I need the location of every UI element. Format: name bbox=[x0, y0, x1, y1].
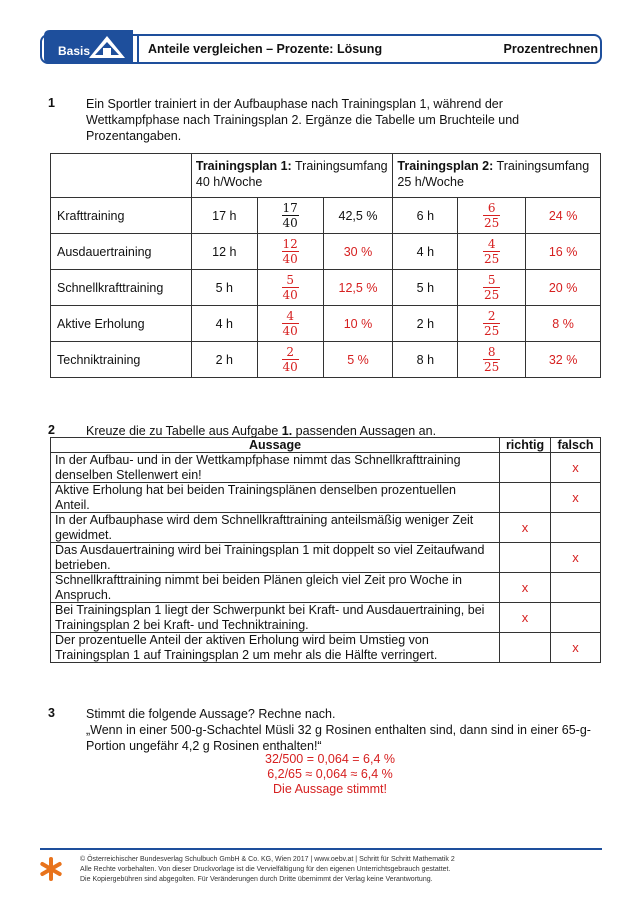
statement-row bbox=[51, 513, 601, 543]
row-label: Ausdauertraining bbox=[51, 234, 192, 270]
statement-line: In der Aufbau- und in der Wettkampfphase nimmt das Schnellkrafttraining bbox=[55, 453, 461, 467]
statement-text bbox=[51, 483, 500, 513]
task-2-text-post: passenden Aussagen an. bbox=[292, 424, 437, 438]
footer-line: Die Kopiergebühren sind abgegolten. Für Veränderungen durch Dritte übernimmt der Verlag keine Verantwortung. bbox=[80, 876, 433, 883]
statement-line: Bei Trainingsplan 1 liegt der Schwerpunkt bei Kraft- und Ausdauertraining, bei bbox=[55, 603, 485, 617]
statement-line: Anteil. bbox=[55, 497, 90, 512]
statement-text bbox=[51, 573, 500, 603]
denominator: 40 bbox=[282, 216, 298, 230]
cross-mark: x bbox=[572, 550, 579, 565]
plan-1-percent: 10 % bbox=[323, 306, 393, 342]
row-label: Techniktraining bbox=[51, 342, 192, 378]
statement-line: Der prozentuelle Anteil der aktiven Erholung wird beim Umstieg von bbox=[55, 633, 429, 647]
cross-mark: x bbox=[521, 580, 529, 595]
numerator: 8 bbox=[487, 345, 496, 359]
plan-1-volume: 40 h/Woche bbox=[195, 175, 263, 189]
statement-text bbox=[51, 513, 500, 543]
plan-1-percent: 12,5 % bbox=[323, 270, 393, 306]
col-statement-header: Aussage bbox=[51, 438, 500, 453]
statement-text bbox=[51, 603, 500, 633]
statement-line: denselben Stellenwert ein! bbox=[55, 467, 202, 482]
statement-line: Aktive Erholung hat bei beiden Trainingsplänen denselben prozentuellen bbox=[55, 483, 456, 497]
plan-2-fraction bbox=[458, 270, 526, 306]
plan-2-fraction bbox=[458, 306, 526, 342]
task-2-number: 2 bbox=[48, 423, 55, 437]
cross-mark: x bbox=[521, 520, 529, 535]
task-1-text bbox=[86, 96, 596, 144]
statements-table bbox=[50, 437, 601, 663]
numerator: 12 bbox=[282, 237, 298, 251]
plan-1-hours: 2 h bbox=[191, 342, 257, 378]
row-label: Aktive Erholung bbox=[51, 306, 192, 342]
plan-2-hours: 8 h bbox=[393, 342, 458, 378]
row-label: Krafttraining bbox=[51, 198, 192, 234]
publisher-star-icon bbox=[38, 856, 64, 882]
task-1-line: Prozentangaben. bbox=[86, 129, 182, 143]
plan-1-hours: 5 h bbox=[191, 270, 257, 306]
plan-1-hours: 17 h bbox=[191, 198, 257, 234]
denominator: 25 bbox=[484, 360, 500, 374]
false-checkbox-cell[interactable] bbox=[551, 453, 601, 483]
footer-line: Alle Rechte vorbehalten. Von dieser Druckvorlage ist die Vervielfältigung für den eigenen Unterrichtsgebrauch gestattet. bbox=[80, 866, 451, 873]
statement-line: Anspruch. bbox=[55, 587, 112, 602]
plan-2-fraction bbox=[458, 342, 526, 378]
plan-1-header bbox=[191, 154, 393, 198]
numerator: 2 bbox=[286, 345, 294, 359]
plan-1-percent: 30 % bbox=[323, 234, 393, 270]
statement-text bbox=[51, 543, 500, 573]
footer-divider bbox=[40, 848, 602, 850]
cross-mark: x bbox=[521, 610, 529, 625]
plan-2-percent: 8 % bbox=[526, 306, 601, 342]
statement-row bbox=[51, 453, 601, 483]
statement-row bbox=[51, 603, 601, 633]
task-1-line: Wettkampfphase nach Trainingsplan 2. Ergänze die Tabelle um Bruchteile und bbox=[86, 113, 520, 127]
plan-1-name: Trainingsplan 1: bbox=[195, 159, 292, 173]
numerator: 2 bbox=[487, 309, 496, 323]
denominator: 40 bbox=[282, 252, 298, 266]
denominator: 40 bbox=[282, 324, 298, 338]
numerator: 5 bbox=[487, 273, 496, 287]
statement-line: Trainingsplan 1 auf Trainingsplan 2 um mehr als die Hälfte verringert. bbox=[55, 647, 438, 662]
header-divider bbox=[137, 34, 139, 64]
statement-line: betrieben. bbox=[55, 557, 111, 572]
statement-row bbox=[51, 483, 601, 513]
true-checkbox-cell[interactable] bbox=[500, 543, 551, 573]
plan-2-percent: 32 % bbox=[526, 342, 601, 378]
row-label: Schnellkrafttraining bbox=[51, 270, 192, 306]
footer-line: © Österreichischer Bundesverlag Schulbuch GmbH & Co. KG, Wien 2017 | www.oebv.at | Schritt für Schritt Mathematik 2 bbox=[80, 856, 455, 863]
plan-2-hours: 6 h bbox=[393, 198, 458, 234]
cross-mark: x bbox=[572, 490, 579, 505]
false-checkbox-cell[interactable] bbox=[551, 513, 601, 543]
statement-row bbox=[51, 573, 601, 603]
page-title: Anteile vergleichen – Prozente: Lösung bbox=[148, 42, 383, 56]
plan-2-name: Trainingsplan 2: bbox=[397, 159, 494, 173]
plan-1-fraction bbox=[257, 270, 323, 306]
plan-2-hours: 5 h bbox=[393, 270, 458, 306]
cross-mark: x bbox=[572, 460, 579, 475]
header-empty-cell bbox=[51, 154, 192, 198]
calculation-line-2: 6,2/65 ≈ 0,064 ≈ 6,4 % bbox=[267, 767, 393, 781]
true-checkbox-cell[interactable] bbox=[500, 513, 551, 543]
cross-mark: x bbox=[572, 640, 579, 655]
task-3-line: Portion ungefähr 4,2 g Rosinen enthalten!“ bbox=[86, 739, 322, 753]
plan-1-fraction bbox=[257, 198, 323, 234]
section-title: Prozentrechnen bbox=[503, 42, 598, 56]
statement-row bbox=[51, 633, 601, 663]
calculation-line-1: 32/500 = 0,064 = 6,4 % bbox=[265, 752, 395, 766]
plan-2-percent: 20 % bbox=[526, 270, 601, 306]
denominator: 25 bbox=[484, 288, 500, 302]
true-checkbox-cell[interactable] bbox=[500, 453, 551, 483]
col-false-header: falsch bbox=[551, 438, 601, 453]
plan-1-hours: 12 h bbox=[191, 234, 257, 270]
plan-2-header bbox=[393, 154, 601, 198]
statement-line: Trainingsplan 2 bei Kraft- und Techniktraining. bbox=[55, 617, 309, 632]
denominator: 25 bbox=[484, 324, 500, 338]
task-3-line: „Wenn in einer 500-g-Schachtel Müsli 32 g Rosinen enthalten sind, dann sind in einer 65-g- bbox=[86, 723, 591, 737]
statement-line: gewidmet. bbox=[55, 527, 112, 542]
table-row bbox=[51, 306, 601, 342]
true-checkbox-cell[interactable] bbox=[500, 633, 551, 663]
numerator: 5 bbox=[286, 273, 294, 287]
table-row bbox=[51, 234, 601, 270]
false-checkbox-cell[interactable] bbox=[551, 633, 601, 663]
plan-2-hours: 2 h bbox=[393, 306, 458, 342]
logo-text: Basis bbox=[58, 44, 91, 58]
numerator: 4 bbox=[286, 309, 294, 323]
table-row bbox=[51, 270, 601, 306]
true-checkbox-cell[interactable] bbox=[500, 603, 551, 633]
denominator: 25 bbox=[484, 252, 500, 266]
plan-1-fraction bbox=[257, 234, 323, 270]
plan-2-fraction bbox=[458, 198, 526, 234]
task-2-reference: 1. bbox=[281, 424, 293, 438]
statements-header-row bbox=[51, 438, 601, 453]
denominator: 40 bbox=[282, 360, 298, 374]
plan-1-fraction bbox=[257, 306, 323, 342]
denominator: 40 bbox=[282, 288, 298, 302]
false-checkbox-cell[interactable] bbox=[551, 573, 601, 603]
plan-1-hours: 4 h bbox=[191, 306, 257, 342]
false-checkbox-cell[interactable] bbox=[551, 543, 601, 573]
true-checkbox-cell[interactable] bbox=[500, 573, 551, 603]
plan-1-fraction bbox=[257, 342, 323, 378]
plan-1-percent: 5 % bbox=[323, 342, 393, 378]
task-3-number: 3 bbox=[48, 706, 55, 720]
numerator: 17 bbox=[282, 201, 298, 215]
training-table bbox=[50, 153, 601, 378]
table-row bbox=[51, 198, 601, 234]
plan-2-volume: 25 h/Woche bbox=[397, 175, 464, 189]
table-header-row bbox=[51, 154, 601, 198]
false-checkbox-cell[interactable] bbox=[551, 603, 601, 633]
statement-text bbox=[51, 633, 500, 663]
statement-text bbox=[51, 453, 500, 483]
task-3-text bbox=[86, 706, 601, 754]
task-1-line: Ein Sportler trainiert in der Aufbauphase nach Trainingsplan 1, während der bbox=[86, 97, 503, 111]
numerator: 4 bbox=[487, 237, 496, 251]
plan-2-label: Trainingsumfang bbox=[493, 159, 590, 173]
plan-2-fraction bbox=[458, 234, 526, 270]
task-3-line: Stimmt die folgende Aussage? Rechne nach. bbox=[86, 707, 336, 721]
statement-line: Das Ausdauertraining wird bei Trainingsplan 1 mit doppelt so viel Zeitaufwand bbox=[55, 543, 485, 557]
table-row bbox=[51, 342, 601, 378]
plan-2-percent: 24 % bbox=[526, 198, 601, 234]
task-1-number: 1 bbox=[48, 96, 55, 110]
plan-2-hours: 4 h bbox=[393, 234, 458, 270]
plan-1-percent: 42,5 % bbox=[323, 198, 393, 234]
false-checkbox-cell[interactable] bbox=[551, 483, 601, 513]
denominator: 25 bbox=[484, 216, 500, 230]
statement-line: In der Aufbauphase wird dem Schnellkrafttraining anteilsmäßig weniger Zeit bbox=[55, 513, 474, 527]
true-checkbox-cell[interactable] bbox=[500, 483, 551, 513]
numerator: 6 bbox=[487, 201, 496, 215]
statement-row bbox=[51, 543, 601, 573]
plan-1-label: Trainingsumfang bbox=[291, 159, 388, 173]
statement-line: Schnellkrafttraining nimmt bei beiden Plänen gleich viel Zeit pro Woche in bbox=[55, 573, 462, 587]
task-2-text-pre: Kreuze die zu Tabelle aus Aufgabe bbox=[86, 424, 282, 438]
calculation-conclusion: Die Aussage stimmt! bbox=[273, 782, 387, 796]
col-true-header: richtig bbox=[500, 438, 551, 453]
footer-copyright bbox=[80, 855, 455, 885]
plan-2-percent: 16 % bbox=[526, 234, 601, 270]
